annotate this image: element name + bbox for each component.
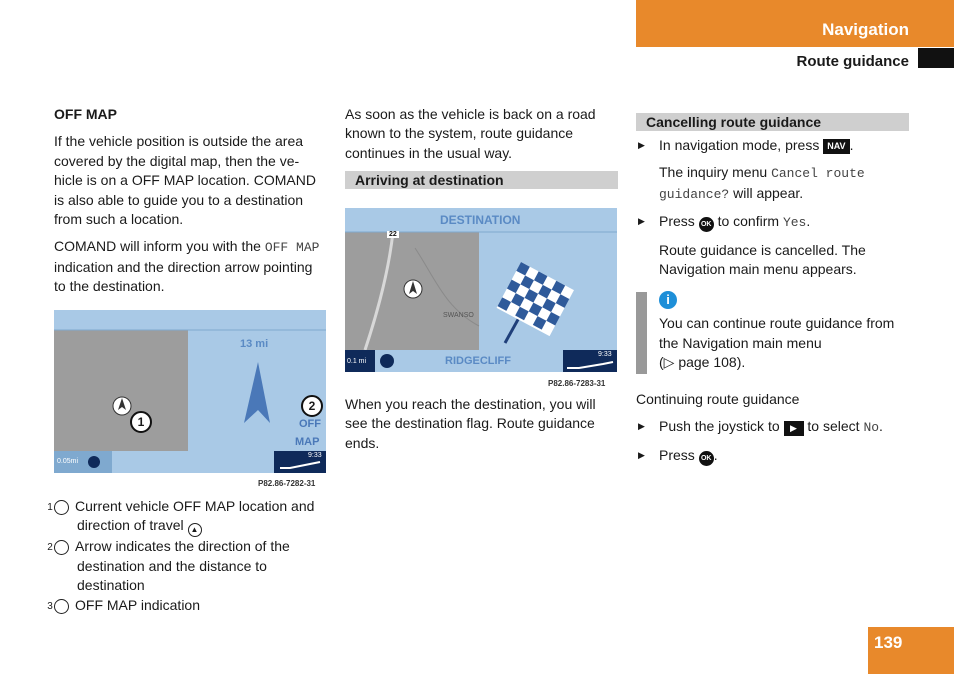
info-icon: i bbox=[659, 291, 677, 309]
step-1-note: The inquiry menu Cancel route guidance? will appear. bbox=[659, 164, 865, 202]
chapter-title: Navigation bbox=[822, 20, 909, 39]
destination-paragraph: When you reach the destination, you will see the destination flag. Route guidance ends. bbox=[345, 396, 596, 451]
column-3 bbox=[636, 113, 909, 287]
step-2: ▶ Press OK to confirm Yes. bbox=[636, 212, 909, 232]
continuing-heading: Continuing route guidance bbox=[636, 391, 800, 407]
right-arrow-key-icon: ▶ bbox=[784, 421, 804, 436]
figure-code: P82.86-7283-31 bbox=[548, 379, 606, 388]
column-2-bottom bbox=[345, 395, 618, 461]
ok-key-icon: OK bbox=[699, 451, 714, 466]
cancelling-heading: Cancelling route guidance bbox=[636, 113, 909, 131]
step-3: ▶ Push the joystick to ▶ to select No. bbox=[636, 417, 909, 437]
step-4: ▶ Press OK . bbox=[636, 446, 909, 466]
resume-paragraph: As soon as the vehicle is back on a road known to the system, route guidance continues in the usual way. bbox=[345, 106, 596, 161]
legend-item: 2 Arrow indicates the direction of the destination and the distance to destination bbox=[47, 538, 290, 594]
destination-screen bbox=[345, 208, 617, 372]
scale-label: 0.1 mi bbox=[347, 358, 367, 365]
off-map-heading: OFF MAP bbox=[54, 106, 117, 122]
info-box bbox=[659, 290, 914, 373]
figure-code: P82.86-7282-31 bbox=[258, 479, 316, 488]
off-map-paragraph: If the vehicle position is outside the area covered by the digital map, then the ve-hicle is on a OFF MAP location. COMAND is also able to guide you to a destination from such a location. bbox=[54, 133, 316, 228]
distance-label: 13 mi bbox=[240, 338, 269, 350]
section-title: Route guidance bbox=[796, 53, 909, 70]
map-label: MAP bbox=[295, 436, 320, 448]
page-number: 139 bbox=[874, 633, 903, 652]
legend-item: 3 OFF MAP indication bbox=[47, 596, 201, 613]
comand-paragraph: COMAND will inform you with the OFF MAP indication and the direction arrow pointing to the destination. bbox=[54, 238, 320, 295]
header-marker bbox=[918, 48, 954, 68]
ok-key-icon: OK bbox=[699, 217, 714, 232]
street-label: SWANSO bbox=[443, 312, 474, 319]
info-bar bbox=[636, 292, 647, 374]
column-2 bbox=[345, 105, 618, 189]
nav-key-icon: NAV bbox=[823, 139, 849, 154]
arriving-heading: Arriving at destination bbox=[345, 171, 618, 189]
info-page-ref: (▷ page 108). bbox=[659, 354, 746, 371]
scale-label: 0.05mi bbox=[57, 458, 79, 465]
time-label: 9:33 bbox=[308, 452, 322, 459]
legend-item: 1 Current vehicle OFF MAP location and direction of travel ▲ bbox=[54, 497, 326, 537]
figure-legend bbox=[47, 497, 326, 615]
page-number-tab bbox=[868, 627, 954, 674]
road-label: 22 bbox=[389, 231, 397, 238]
callout-1: 1 bbox=[130, 411, 152, 433]
off-label: OFF bbox=[299, 418, 321, 430]
place-label: RIDGECLIFF bbox=[445, 355, 511, 367]
step-2-note: Route guidance is cancelled. The Navigation main menu appears. bbox=[659, 241, 866, 278]
destination-title: DESTINATION bbox=[440, 213, 521, 227]
direction-icon: ▲ bbox=[188, 523, 202, 537]
info-text: You can continue route guidance from the Navigation main menu bbox=[659, 315, 895, 351]
time-label: 9:33 bbox=[598, 351, 612, 358]
column-1 bbox=[54, 105, 326, 305]
off-map-screen bbox=[54, 310, 326, 473]
continuing-section bbox=[636, 390, 909, 474]
step-1: ▶ In navigation mode, press NAV . bbox=[636, 136, 909, 155]
callout-2: 2 bbox=[301, 395, 323, 417]
